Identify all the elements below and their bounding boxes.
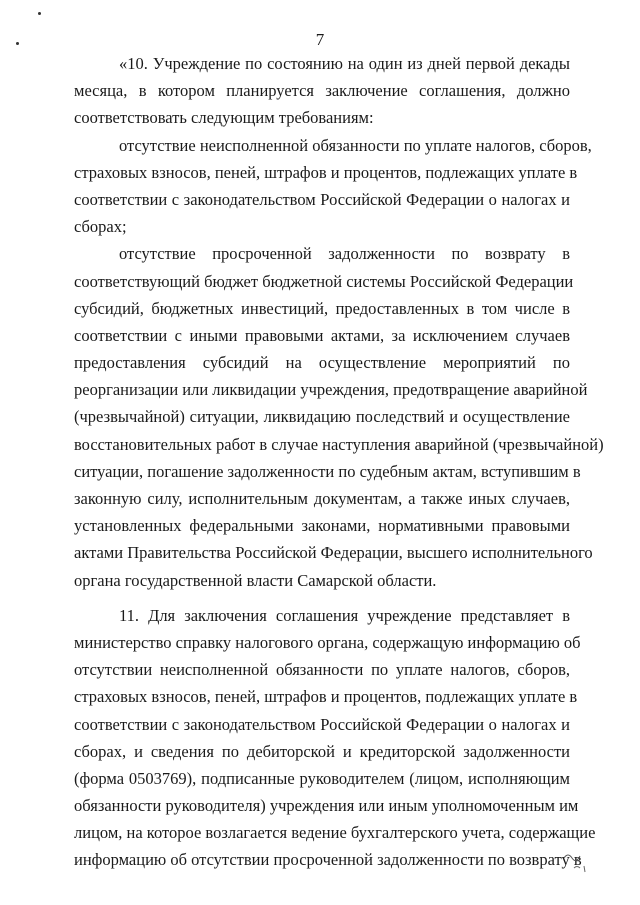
text-line: соответствовать следующим требованиям: <box>74 108 374 128</box>
body-text <box>74 50 604 874</box>
text-line: реорганизации или ликвидации учреждения, предотвращение аварийной <box>74 380 588 400</box>
paragraph <box>74 50 570 132</box>
text-line: министерство справку налогового органа, содержащую информацию об <box>74 632 581 652</box>
text-line: страховых взносов, пеней, штрафов и процентов, подлежащих уплате в <box>74 162 578 182</box>
text-line: соответствии с законодательством Российской Федерации о налогах и <box>74 714 570 734</box>
text-line: (форма 0503769), подписанные руководителем (лицом, исполняющим <box>74 768 570 788</box>
text-line: органа государственной власти Самарской области. <box>74 570 437 590</box>
paragraph <box>74 132 592 241</box>
text-line: соответствующий бюджет бюджетной системы Российской Федерации <box>74 271 574 291</box>
text-line: информацию об отсутствии просроченной задолженности по возврату в <box>74 850 582 870</box>
text-line: актами Правительства Российской Федерации, высшего исполнительного <box>74 543 593 563</box>
text-line: законную силу, исполнительным документам, а также иных случаев, <box>74 489 570 508</box>
paragraph <box>74 240 604 593</box>
text-line: восстановительных работ в случае наступления аварийной (чрезвычайной) <box>74 434 604 454</box>
text-line: страховых взносов, пеней, штрафов и процентов, подлежащих уплате в <box>74 687 578 707</box>
text-line: сборах; <box>74 217 127 237</box>
initials-mark <box>560 848 590 878</box>
text-line: отсутствие неисполненной обязанности по уплате налогов, сборов, <box>119 135 592 155</box>
text-line: лицом, на которое возлагается ведение бухгалтерского учета, содержащие <box>74 823 596 843</box>
scan-speck <box>38 12 41 15</box>
text-line: ситуации, погашение задолженности по судебным актам, вступившим в <box>74 461 581 481</box>
text-line: отсутствие просроченной задолженности по возврату в <box>119 244 570 264</box>
paragraph <box>74 602 596 874</box>
text-line: обязанности руководителя) учреждения или иным уполномоченным им <box>74 796 579 816</box>
text-line: 11. Для заключения соглашения учреждение представляет в <box>119 605 570 625</box>
text-line: предоставления субсидий на осуществление мероприятий по <box>74 353 570 373</box>
text-line: «10. Учреждение по состоянию на один из дней первой декады <box>119 54 570 73</box>
text-line: установленных федеральными законами, нормативными правовыми <box>74 516 570 536</box>
text-line: соответствии с иными правовыми актами, за исключением случаев <box>74 325 570 345</box>
text-line: соответствии с законодательством Российской Федерации о налогах и <box>74 189 570 209</box>
text-line: (чрезвычайной) ситуации, ликвидацию последствий и осуществление <box>74 407 570 427</box>
text-line: субсидий, бюджетных инвестиций, предоставленных в том числе в <box>74 298 570 318</box>
text-line: сборах, и сведения по дебиторской и кредиторской задолженности <box>74 741 570 761</box>
text-line: отсутствии неисполненной обязанности по уплате налогов, сборов, <box>74 660 570 680</box>
page-number: 7 <box>315 30 325 49</box>
text-line: месяца, в котором планируется заключение соглашения, должно <box>74 81 570 101</box>
